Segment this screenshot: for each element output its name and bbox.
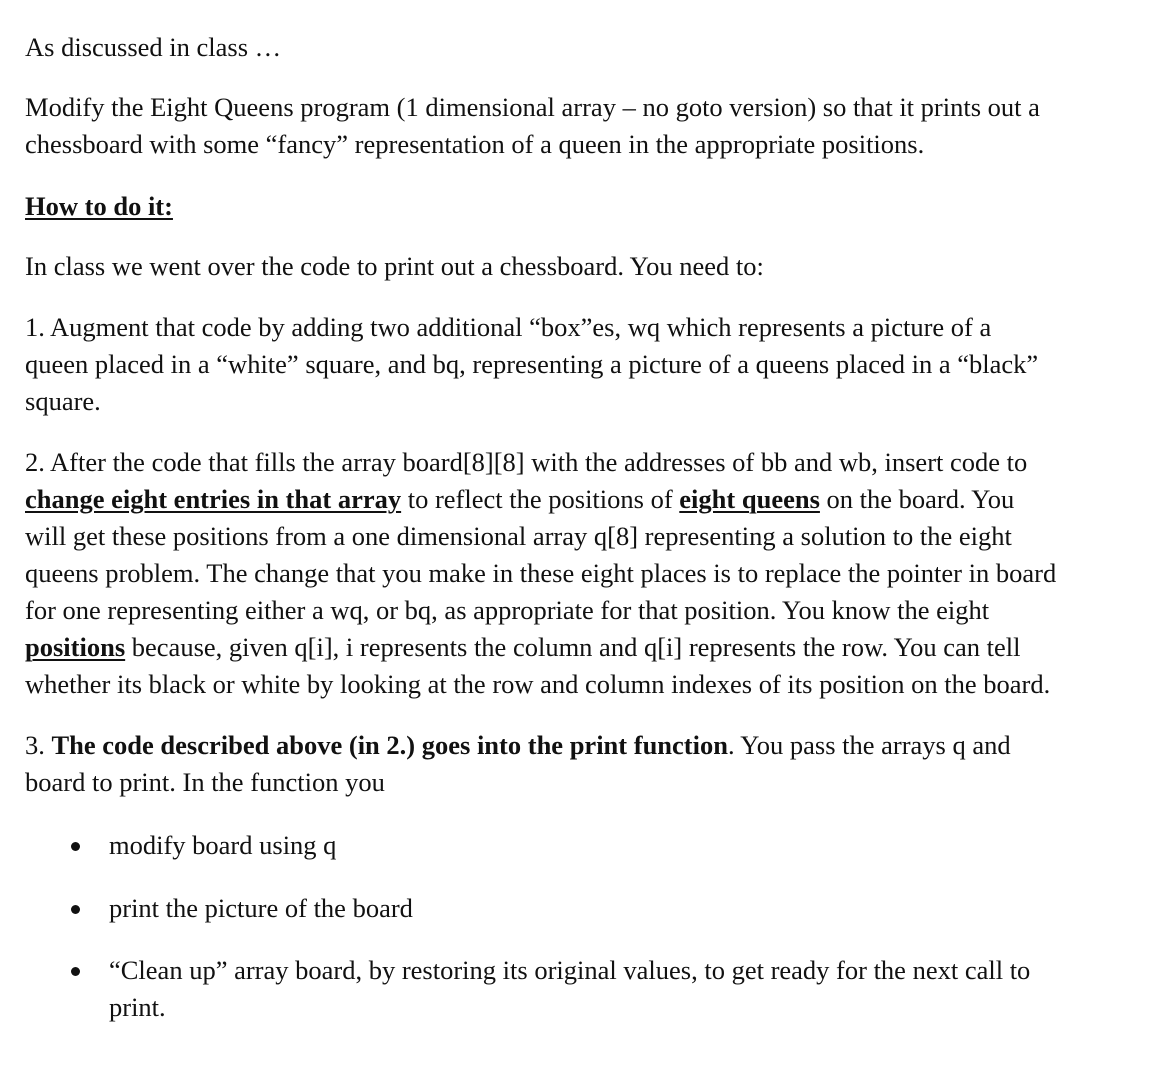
emphasis-change-entries: change eight entries in that array	[25, 484, 402, 514]
step3-line1	[25, 727, 1011, 764]
step2-line6-text: because, given q[i], i represents the column and q[i] represents the row. You can tell	[125, 632, 1021, 662]
step1-line1: 1. Augment that code by adding two additional “box”es, wq which represents a picture of a	[25, 312, 992, 342]
step2-line5: for one representing either a wq, or bq, as appropriate for that position. You know the eight	[25, 595, 990, 625]
emphasis-positions: positions	[25, 632, 126, 662]
bullet-item-2: print the picture of the board	[109, 893, 413, 923]
step2-line4: queens problem. The change that you make in these eight places is to replace the pointer in board	[25, 558, 1057, 588]
step2-line1: 2. After the code that fills the array board[8][8] with the addresses of bb and wb, insert code to	[25, 447, 1028, 477]
step2-line3: will get these positions from a one dimensional array q[8] representing a solution to the eight	[25, 521, 1012, 551]
step3-line1-rest: . You pass the arrays q and	[728, 730, 1011, 760]
step3-bold-text: The code described above (in 2.) goes into the print function	[51, 730, 728, 760]
bullet-item-3-line2: print.	[109, 992, 166, 1022]
step2-line2-text-b: on the board. You	[819, 484, 1015, 514]
step1-line3: square.	[25, 386, 101, 416]
paragraph1-line2: chessboard with some “fancy” representation of a queen in the appropriate positions.	[25, 129, 925, 159]
step1-line2: queen placed in a “white” square, and bq, representing a picture of a queens placed in a “black”	[25, 349, 1039, 379]
section-heading: How to do it:	[25, 191, 173, 221]
bullet-dot-icon	[71, 905, 80, 914]
step2-line2-text-a: to reflect the positions of	[401, 484, 680, 514]
step3-line2: board to print. In the function you	[25, 767, 385, 797]
intro-text: As discussed in class …	[25, 32, 282, 62]
bullet-dot-icon	[71, 842, 80, 851]
bullet-item-3-line1: “Clean up” array board, by restoring its original values, to get ready for the next call to	[109, 955, 1031, 985]
step2-line2	[25, 481, 1014, 518]
paragraph2-text: In class we went over the code to print out a chessboard. You need to:	[25, 251, 764, 281]
emphasis-eight-queens: eight queens	[679, 484, 820, 514]
bullet-item-1: modify board using q	[109, 830, 337, 860]
step2-line6	[25, 629, 1021, 666]
step2-line7: whether its black or white by looking at the row and column indexes of its position on the board.	[25, 669, 1051, 699]
step3-number: 3.	[25, 730, 52, 760]
paragraph1-line1: Modify the Eight Queens program (1 dimensional array – no goto version) so that it prints out a	[25, 92, 1040, 122]
bullet-dot-icon	[71, 967, 80, 976]
